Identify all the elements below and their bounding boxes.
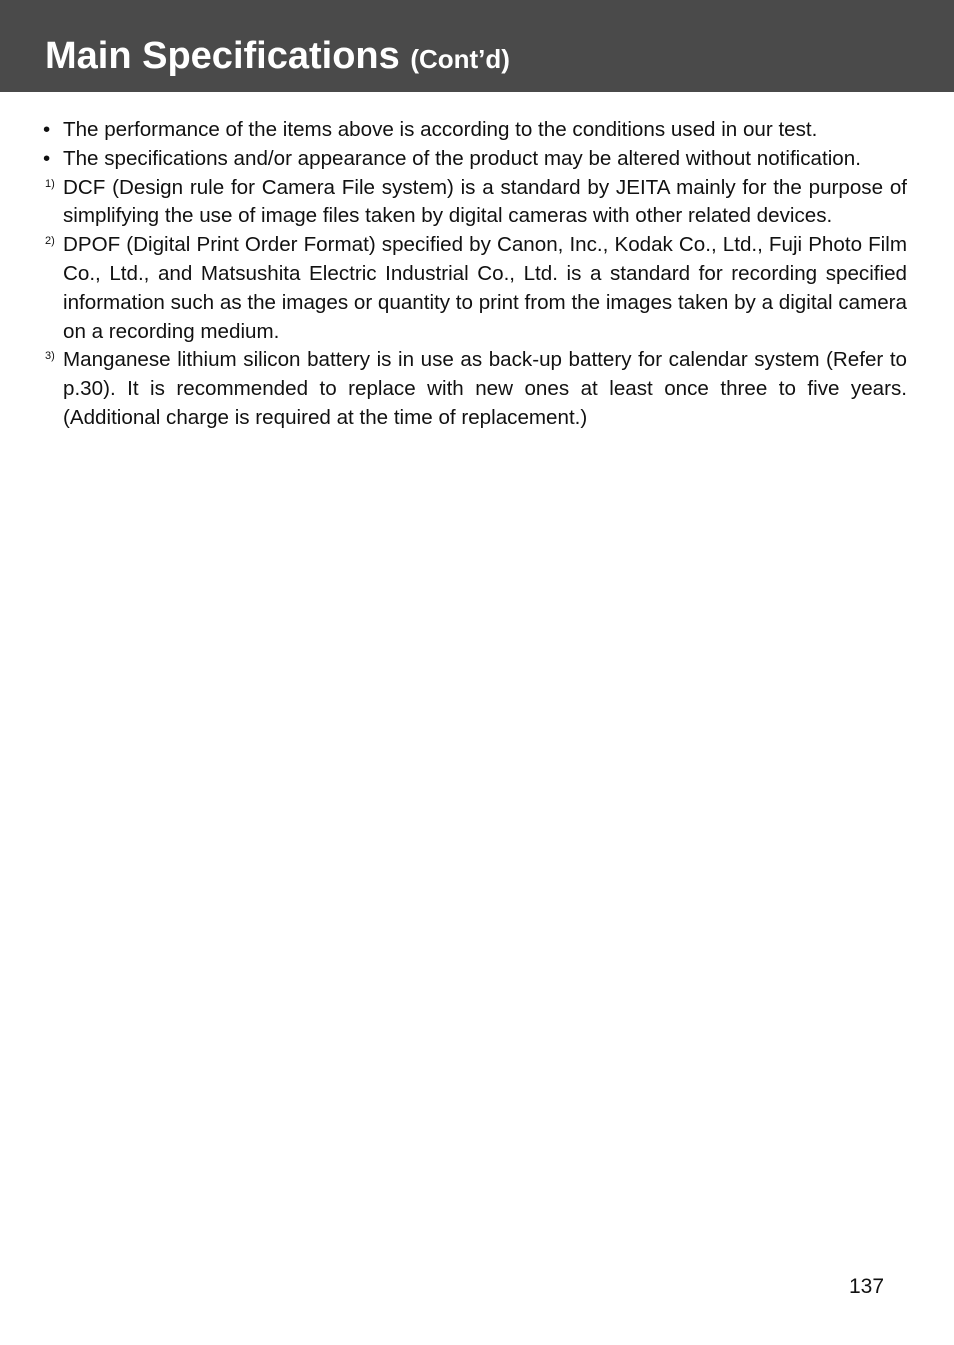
note-text: The performance of the items above is according to the conditions used in our test.	[63, 118, 818, 141]
footnote-marker: 2)	[45, 235, 55, 248]
note-text: The specifications and/or appearance of the product may be altered without notification.	[63, 146, 861, 170]
bullet-marker: •	[43, 146, 51, 170]
footnote-text: Manganese lithium silicon battery is in use as back-up battery for calendar system (Refer to p.30). It is recommended to replace with new ones at least once three to five years. (Additional charge is required at the time of replacement.)	[63, 348, 907, 429]
footnote-1	[45, 174, 907, 232]
header-bar	[0, 0, 954, 92]
footnote-text: DCF (Design rule for Camera File system) is a standard by JEITA mainly for the purpose of simplifying the use of image files taken by digital cameras with other related devices.	[63, 175, 907, 228]
note-bullet-2	[43, 145, 907, 174]
page-title-suffix: (Cont’d)	[410, 44, 510, 74]
footnote-2	[45, 231, 907, 346]
note-bullet-1	[43, 116, 907, 145]
notes-list	[0, 116, 954, 433]
page-number: 137	[849, 1275, 885, 1298]
bullet-marker: •	[43, 118, 51, 141]
footnote-marker: 3)	[45, 350, 55, 363]
footnote-text: DPOF (Digital Print Order Format) specified by Canon, Inc., Kodak Co., Ltd., Fuji Photo Film Co., Ltd., and Matsushita Electric Industrial Co., Ltd. is a standard for recording specified information such as the images or quantity to print from the images taken by a digital camera on a recording medium.	[63, 233, 907, 343]
page-title-main: Main Specifications	[45, 35, 400, 77]
footnote-marker: 1)	[45, 177, 55, 190]
footnote-3	[45, 346, 907, 432]
page-title	[45, 34, 510, 81]
